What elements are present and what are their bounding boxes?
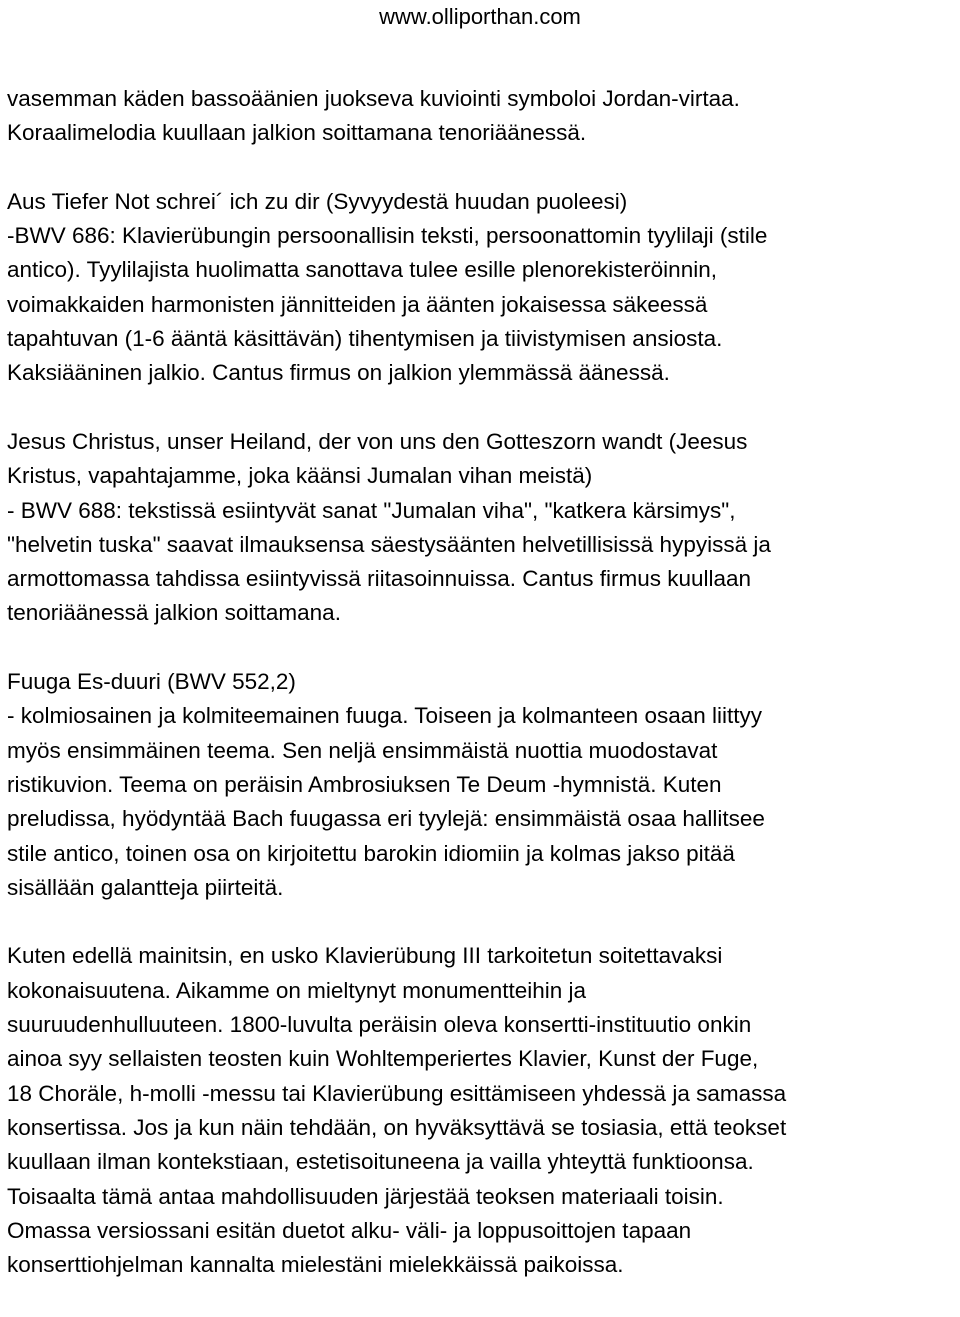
text-line: konsertissa. Jos ja kun näin tehdään, on hyväksyttävä se tosiasia, että teokset bbox=[7, 1114, 787, 1140]
paragraph-jordan bbox=[7, 82, 957, 151]
text-line: myös ensimmäinen teema. Sen neljä ensimmäistä nuottia muodostavat bbox=[7, 737, 718, 763]
text-line: kuullaan ilman kontekstiaan, estetisoituneena ja vailla yhteyttä funktioonsa. bbox=[7, 1149, 754, 1175]
text-line: "helvetin tuska" saavat ilmauksensa säestysäänten helvetillisissä hypyissä ja bbox=[7, 531, 771, 557]
site-header: www.olliporthan.com bbox=[379, 4, 581, 29]
text-line: tenoriäänessä jalkion soittamana. bbox=[7, 600, 341, 626]
paragraph-aus-tiefer-not bbox=[7, 185, 957, 391]
paragraph-fuuga bbox=[7, 665, 957, 905]
document-body bbox=[7, 82, 957, 1317]
text-line: Omassa versiossani esitän duetot alku- väli- ja loppusoittojen tapaan bbox=[7, 1217, 692, 1243]
text-line: - BWV 688: tekstissä esiintyvät sanat "Jumalan viha", "katkera kärsimys", bbox=[7, 497, 736, 523]
text-line: Aus Tiefer Not schrei´ ich zu dir (Syvyydestä huudan puoleesi) bbox=[7, 188, 628, 214]
text-line: voimakkaiden harmonisten jännitteiden ja äänten jokaisessa säkeessä bbox=[7, 291, 708, 317]
text-line: armottomassa tahdissa esiintyvissä riitasoinnuissa. Cantus firmus kuullaan bbox=[7, 566, 752, 592]
text-line: preludissa, hyödyntää Bach fuugassa eri tyylejä: ensimmäistä osaa hallitsee bbox=[7, 806, 765, 832]
paragraph-conclusion bbox=[7, 939, 957, 1282]
text-line: Fuuga Es-duuri (BWV 552,2) bbox=[7, 669, 296, 695]
text-line: Kuten edellä mainitsin, en usko Klavierübung III tarkoitetun soitettavaksi bbox=[7, 943, 723, 969]
text-line: antico). Tyylilajista huolimatta sanottava tulee esille plenorekisteröinnin, bbox=[7, 257, 717, 283]
text-line: Koraalimelodia kuullaan jalkion soittamana tenoriäänessä. bbox=[7, 120, 587, 146]
text-line: -BWV 686: Klavierübungin persoonallisin teksti, persoonattomin tyylilaji (stile bbox=[7, 223, 768, 249]
text-line: sisällään galantteja piirteitä. bbox=[7, 874, 284, 900]
text-line: 18 Choräle, h-molli -messu tai Klavierübung esittämiseen yhdessä ja samassa bbox=[7, 1080, 787, 1106]
text-line: vasemman käden bassoäänien juokseva kuviointi symboloi Jordan-virtaa. bbox=[7, 86, 740, 111]
text-line: - kolmiosainen ja kolmiteemainen fuuga. Toiseen ja kolmanteen osaan liittyy bbox=[7, 703, 763, 729]
text-line: suuruudenhulluuteen. 1800-luvulta peräisin oleva konsertti-instituutio onkin bbox=[7, 1012, 752, 1038]
text-line: konserttiohjelman kannalta mielestäni mielekkäissä paikoissa. bbox=[7, 1252, 624, 1278]
text-line: Kristus, vapahtajamme, joka käänsi Jumalan vihan meistä) bbox=[7, 463, 593, 489]
text-line: stile antico, toinen osa on kirjoitettu barokin idiomiin ja kolmas jakso pitää bbox=[7, 840, 735, 866]
text-line: Jesus Christus, unser Heiland, der von uns den Gotteszorn wandt (Jeesus bbox=[7, 428, 748, 454]
text-line: ainoa syy sellaisten teosten kuin Wohltemperiertes Klavier, Kunst der Fuge, bbox=[7, 1046, 759, 1072]
text-line: Kaksiääninen jalkio. Cantus firmus on jalkion ylemmässä äänessä. bbox=[7, 360, 670, 386]
text-line: tapahtuvan (1-6 ääntä käsittävän) tihentymisen ja tiivistymisen ansiosta. bbox=[7, 326, 723, 352]
text-line: ristikuvion. Teema on peräisin Ambrosiuksen Te Deum -hymnistä. Kuten bbox=[7, 771, 722, 797]
paragraph-jesus-christus bbox=[7, 425, 957, 631]
text-line: kokonaisuutena. Aikamme on mieltynyt monumentteihin ja bbox=[7, 977, 587, 1003]
text-line: Toisaalta tämä antaa mahdollisuuden järjestää teoksen materiaali toisin. bbox=[7, 1183, 724, 1209]
